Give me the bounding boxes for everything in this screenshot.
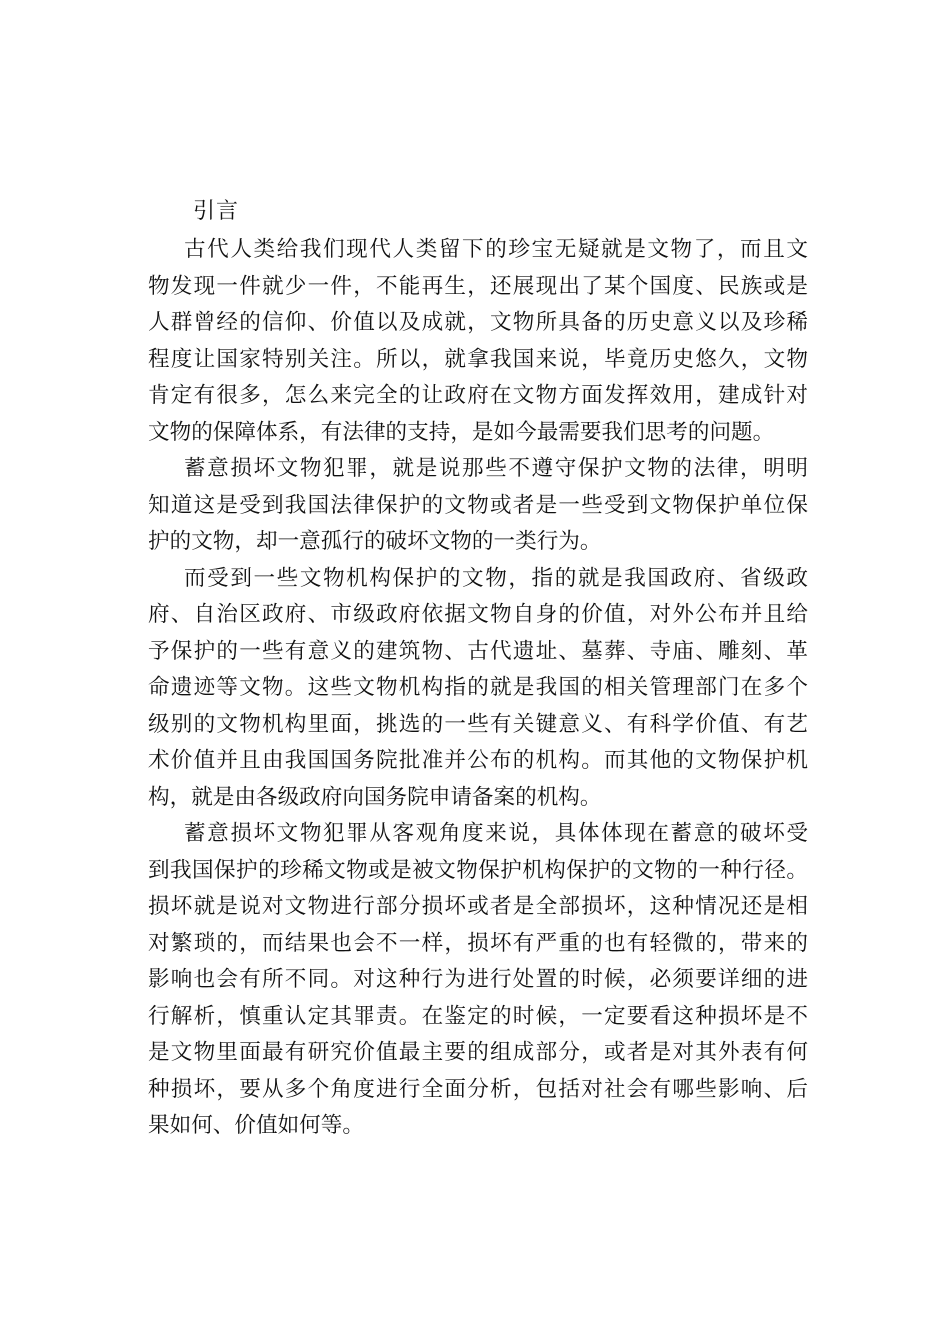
paragraph-3-line-3: 予保护的一些有意义的建筑物、古代遗址、墓葬、寺庙、雕刻、革 (148, 638, 808, 664)
paragraph-4-line-5: 影响也会有所不同。对这种行为进行处置的时候，必须要详细的进 (148, 967, 808, 992)
paragraph-4-line-2: 到我国保护的珍稀文物或是被文物保护机构保护的文物的一种行径。 (148, 857, 808, 883)
paragraph-1-line-4: 程度让国家特别关注。所以，就拿我国来说，毕竟历史悠久，文物 (148, 346, 808, 372)
paragraph-4-line-3: 损坏就是说对文物进行部分损坏或者是全部损坏，这种情况还是相 (148, 894, 808, 919)
paragraph-4-line-7: 是文物里面最有研究价值最主要的组成部分，或者是对其外表有何 (148, 1040, 808, 1065)
paragraph-3-line-7: 构，就是由各级政府向国务院申请备案的机构。 (148, 784, 602, 810)
paragraph-1-line-5: 肯定有很多，怎么来完全的让政府在文物方面发挥效用，建成针对 (148, 383, 808, 408)
paragraph-3-line-1: 而受到一些文物机构保护的文物，指的就是我国政府、省级政 (184, 565, 808, 591)
paragraph-3-line-2: 府、自治区政府、市级政府依据文物自身的价值，对外公布并且给 (148, 602, 808, 627)
paragraph-1-line-6: 文物的保障体系，有法律的支持，是如今最需要我们思考的问题。 (148, 419, 775, 445)
paragraph-4-line-4: 对繁琐的，而结果也会不一样，损坏有严重的也有轻微的，带来的 (148, 930, 808, 956)
paragraph-1-line-3: 人群曾经的信仰、价值以及成就，文物所具备的历史意义以及珍稀 (148, 310, 808, 335)
paragraph-4-line-8: 种损坏，要从多个角度进行全面分析，包括对社会有哪些影响、后 (148, 1076, 808, 1102)
paragraph-3-line-4: 命遗迹等文物。这些文物机构指的就是我国的相关管理部门在多个 (148, 675, 808, 700)
paragraph-1-line-2: 物发现一件就少一件，不能再生，还展现出了某个国度、民族或是 (148, 273, 808, 299)
document-body (148, 232, 808, 1145)
paragraph-4-line-1: 蓄意损坏文物犯罪从客观角度来说，具体体现在蓄意的破坏受 (184, 821, 808, 846)
section-heading: 引言 (193, 199, 240, 224)
paragraph-3-line-6: 术价值并且由我国国务院批准并公布的机构。而其他的文物保护机 (148, 748, 808, 773)
paragraph-3-line-5: 级别的文物机构里面，挑选的一些有关键意义、有科学价值、有艺 (148, 711, 808, 737)
paragraph-2-line-2: 知道这是受到我国法律保护的文物或者是一些受到文物保护单位保 (148, 492, 808, 518)
paragraph-4-line-9: 果如何、价值如何等。 (148, 1113, 364, 1138)
paragraph-2-line-1: 蓄意损坏文物犯罪，就是说那些不遵守保护文物的法律，明明 (184, 456, 808, 481)
paragraph-4-line-6: 行解析，慎重认定其罪责。在鉴定的时候，一定要看这种损坏是不 (148, 1003, 808, 1029)
paragraph-1-line-1: 古代人类给我们现代人类留下的珍宝无疑就是文物了，而且文 (184, 237, 808, 262)
paragraph-2-line-3: 护的文物，却一意孤行的破坏文物的一类行为。 (148, 529, 602, 554)
